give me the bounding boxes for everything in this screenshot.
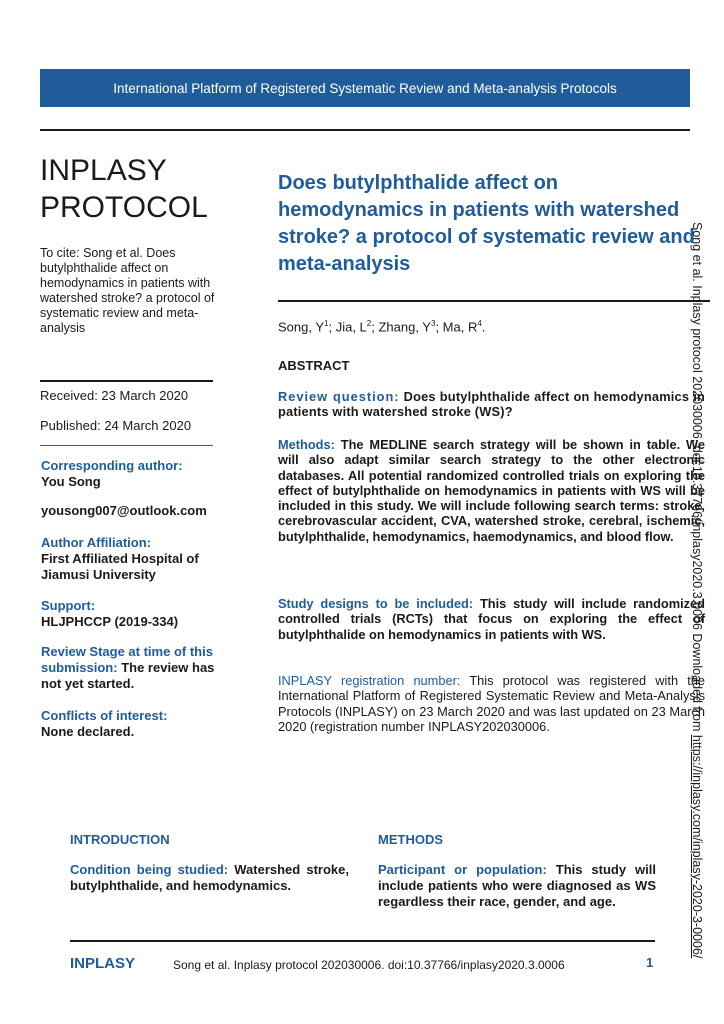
registration-paragraph (278, 673, 705, 734)
published-date: Published: 24 March 2020 (40, 418, 192, 433)
citation-note: To cite: Song et al. Does butylphthalide affect on hemodynamics in patients with watershed stroke? a protocol of systematic review and meta-analysis (40, 246, 215, 335)
top-rule (40, 129, 690, 131)
support-value: HLJPHCCP (2019-334) (41, 614, 179, 629)
study-designs-text: This study will include randomized controlled trials (RCTs) that focus on exploring the effect of butylphthalide on hemodynamics in patients with WS. (278, 596, 705, 642)
download-link[interactable]: https://inplasy.com/inplasy-2020-3-0006/ (690, 734, 704, 959)
corresponding-label: Corresponding author: (41, 458, 183, 473)
participants-label: Participant or population: (378, 862, 547, 877)
registration-label: INPLASY registration number: (278, 673, 461, 688)
review-question-paragraph (278, 389, 705, 420)
methods-paragraph (278, 437, 705, 544)
author-4: ; Ma, R (435, 319, 478, 335)
introduction-heading: INTRODUCTION (70, 832, 170, 847)
participants-paragraph (378, 862, 656, 910)
brand-line-2: PROTOCOL (40, 191, 208, 224)
download-side-note (690, 222, 704, 972)
affiliation-label: Author Affiliation: (41, 535, 151, 550)
condition-text: Watershed stroke, butylphthalide, and hemodynamics. (70, 862, 349, 893)
review-question-label: Review question: (278, 389, 400, 404)
review-stage-label: Review Stage at time of this submission: (41, 644, 213, 675)
author-3-affiliation: 3 (430, 319, 436, 328)
affiliation-value: First Affiliated Hospital of Jiamusi University (41, 551, 199, 582)
conflicts-label: Conflicts of interest: (41, 708, 168, 723)
abstract-heading: ABSTRACT (278, 358, 350, 373)
methods-heading: METHODS (378, 832, 443, 847)
author-2: ; Jia, L (328, 319, 367, 335)
side-note-text: Song et al. Inplasy protocol 202030006. doi:10.37766/inplasy2020.3.0006 Downloaded from (690, 222, 704, 735)
sidebar-bottom-rule (40, 445, 213, 446)
corresponding-author-block (41, 458, 241, 490)
author-list-end: . (481, 319, 486, 335)
journal-banner (40, 69, 690, 107)
article-title: Does butylphthalide affect on hemodynamics in patients with watershed stroke? a protocol of systematic review and meta-analysis (278, 172, 695, 275)
methods-label: Methods: (278, 437, 335, 452)
brand-line-1: INPLASY (40, 154, 167, 187)
inplasy-protocol-brand (40, 152, 208, 226)
author-3: ; Zhang, Y (371, 319, 431, 335)
study-designs-label: Study designs to be included: (278, 596, 474, 611)
review-question-text: Does butylphthalide affect on hemodynamics in patients with watershed stroke (WS)? (278, 389, 705, 420)
corresponding-email: yousong007@outlook.com (41, 503, 207, 518)
corresponding-name: You Song (41, 474, 101, 489)
support-block (41, 598, 241, 630)
author-2-affiliation: 2 (366, 319, 372, 328)
author-list (278, 319, 485, 334)
author-4-affiliation: 4 (477, 319, 482, 328)
conflicts-block (41, 708, 241, 740)
review-stage-block (41, 644, 231, 692)
review-stage-value: The review has not yet started. (41, 660, 215, 691)
registration-text: This protocol was registered with the International Platform of Registered Systematic Review and Meta-Analysis Protocols (INPLASY) on 23 March 2020 and was last updated on 23 March 2020 (registration number INPLASY202030006. (278, 673, 705, 734)
introduction-paragraph (70, 862, 349, 894)
participants-text: This study will include patients who were diagnosed as WS regardless their race, gender, and age. (378, 862, 656, 909)
study-designs-paragraph (278, 596, 705, 642)
dates-rule (40, 380, 213, 382)
banner-text: International Platform of Registered Systematic Review and Meta-analysis Protocols (113, 80, 617, 96)
affiliation-block (41, 535, 241, 583)
footer-citation: Song et al. Inplasy protocol 202030006. doi:10.37766/inplasy2020.3.0006 (173, 958, 565, 972)
conflicts-value: None declared. (41, 724, 135, 739)
author-1: Song, Y (278, 319, 325, 335)
received-date: Received: 23 March 2020 (40, 388, 189, 403)
methods-text: The MEDLINE search strategy will be shown in table. We will also adapt similar search strategy to the other electronic databases. All potential randomized controlled trials on exploring the effect of butylphthalide on hemodynamics in patients with WS will be included in this study. We will include following search terms: stroke, cerebrovascular accident, CVA, watershed stroke, cerebral, ischemic, butylphthalide, hemodynamics, haemodynamics, and blood flow. (278, 437, 705, 544)
support-label: Support: (41, 598, 96, 613)
footer-brand: INPLASY (70, 955, 136, 972)
page-number: 1 (646, 955, 654, 970)
footer-rule (70, 940, 655, 942)
condition-label: Condition being studied: (70, 862, 229, 877)
title-rule (278, 300, 710, 302)
author-1-affiliation: 1 (324, 319, 329, 328)
